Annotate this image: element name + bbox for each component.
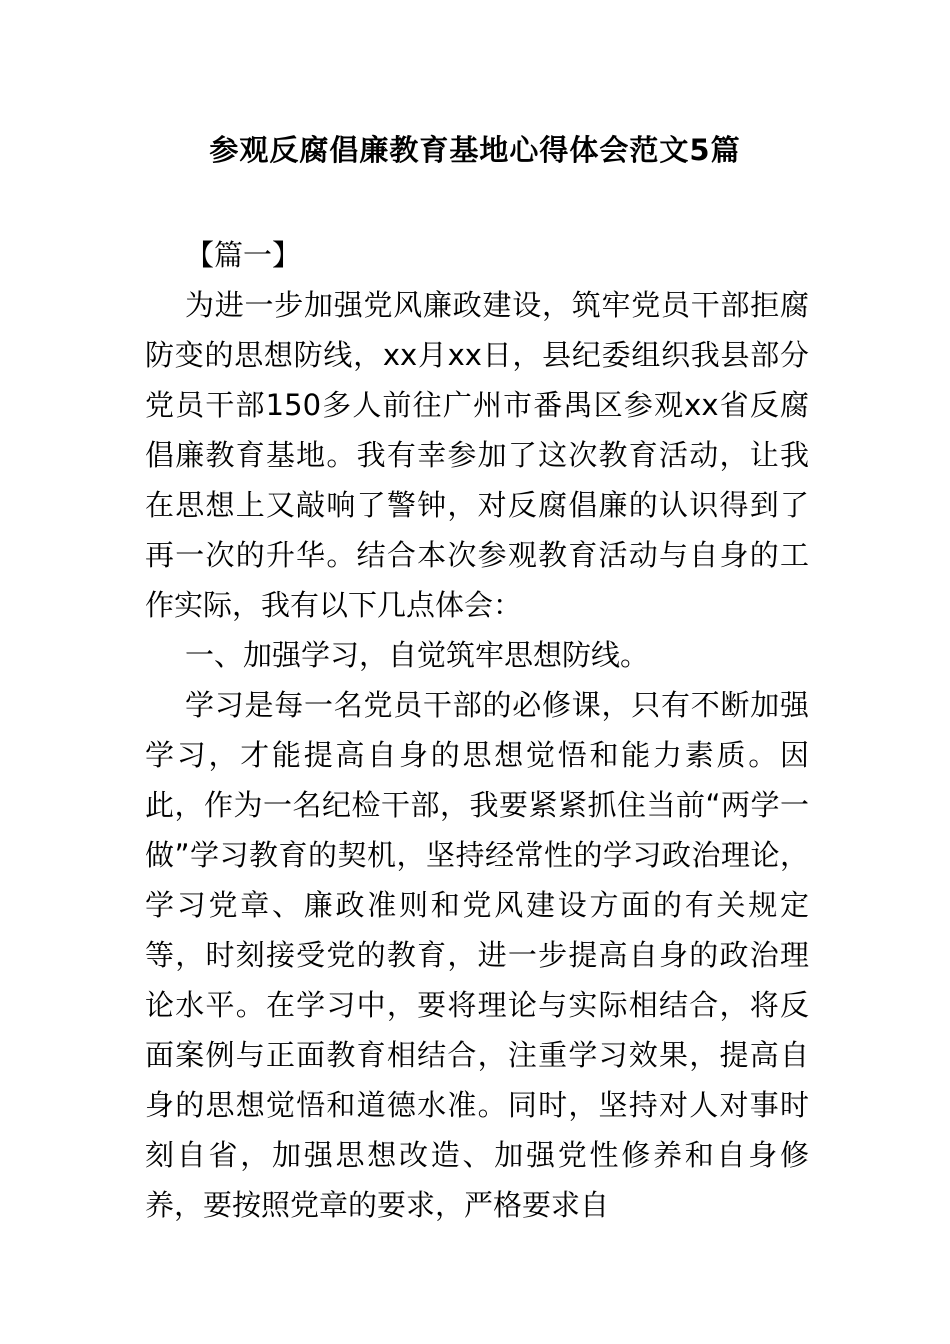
paragraph-intro: 为进一步加强党风廉政建设，筑牢党员干部拒腐防变的思想防线，xx月xx日，县纪委组织我县部分党员干部150多人前往广州市番禺区参观xx省反腐倡廉教育基地。我有幸参加了这次教育活动，让我在思想上又敲响了警钟，对反腐倡廉的认识得到了再一次的升华。结合本次参观教育活动与自身的工作实际，我有以下几点体会： — [145, 288, 809, 622]
document-title: 参观反腐倡廉教育基地心得体会范文5篇 — [209, 133, 741, 167]
paragraph-study: 学习是每一名党员干部的必修课，只有不断加强学习，才能提高自身的思想觉悟和能力素质。因此，作为一名纪检干部，我要紧紧抓住当前“两学一做”学习教育的契机，坚持经常性的学习政治理论，学习党章、廉政准则和党风建设方面的有关规定等，时刻接受党的教育，进一步提高自身的政治理论水平。在学习中，要将理论与实际相结合，将反面案例与正面教育相结合，注重学习效果，提高自身的思想觉悟和道德水准。同时，坚持对人对事时刻自省，加强思想改造、加强党性修养和自身修养，要按照党章的要求，严格要求自 — [145, 688, 809, 1222]
document-body — [145, 230, 809, 1230]
paragraph-heading-one: 一、加强学习，自觉筑牢思想防线。 — [185, 638, 650, 672]
section-label: 【篇一】 — [185, 238, 302, 272]
